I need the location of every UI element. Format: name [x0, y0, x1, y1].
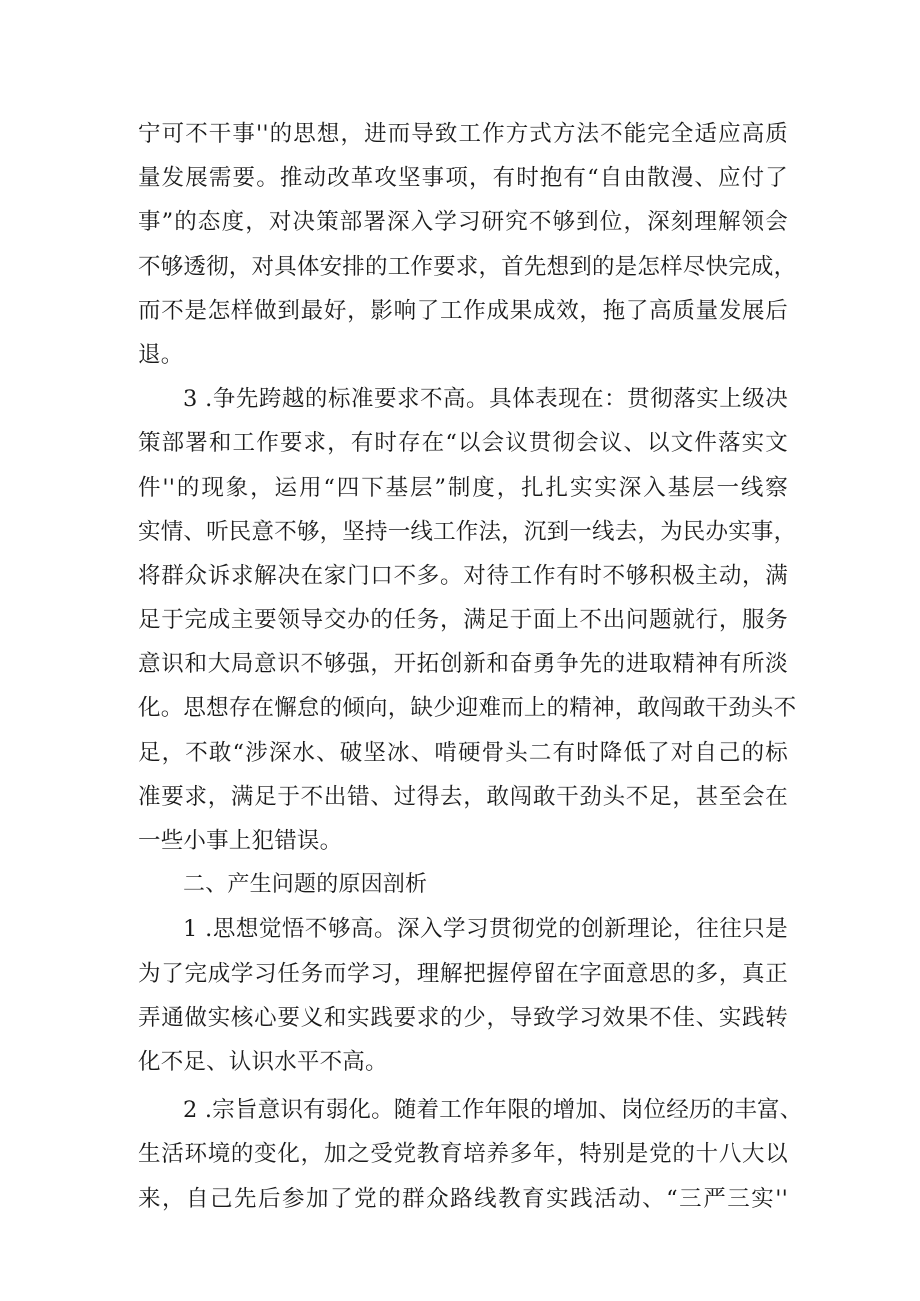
- text-line: 宁可不干事''的思想，进而导致工作方式方法不能完全适应高质: [138, 121, 788, 147]
- text-line: 3 .争先跨越的标准要求不高。具体表现在：贯彻落实上级决: [183, 386, 788, 413]
- text-line: 足，不敢“涉深水、破坚冰、啃硬骨头二有时降低了对自己的标: [138, 739, 788, 766]
- text-line: 事”的态度，对决策部署深入学习研究不够到位，深刻理解领会: [138, 209, 788, 236]
- text-line: 弄通做实核心要义和实践要求的少，导致学习效果不佳、实践转: [138, 1004, 788, 1031]
- text-line: 化不足、认识水平不高。: [138, 1048, 388, 1075]
- text-line: 而不是怎样做到最好，影响了工作成果成效，拖了高质量发展后: [138, 297, 788, 324]
- text-line: 2 .宗旨意识有弱化。随着工作年限的增加、岗位经历的丰富、: [183, 1097, 803, 1124]
- text-line: 将群众诉求解决在家门口不多。对待工作有时不够积极主动，满: [138, 562, 788, 589]
- text-line: 准要求，满足于不出错、过得去，敢闯敢干劲头不足，甚至会在: [138, 783, 788, 810]
- paragraph-item-1: [138, 907, 788, 1084]
- text-line: 生活环境的变化，加之受党教育培养多年，特别是党的十八大以: [138, 1141, 788, 1168]
- text-line: 1 .思想觉悟不够高。深入学习贯彻党的创新理论，往往只是: [183, 916, 788, 943]
- text-line: 化。思想存在懈怠的倾向，缺少迎难而上的精神，敢闯敢干劲头不: [138, 695, 797, 722]
- text-line: 实情、听民意不够，坚持一线工作法，沉到一线去，为民办实事，: [138, 518, 797, 545]
- text-line: 来，自己先后参加了党的群众路线教育实践活动、“三严三实'': [138, 1185, 788, 1212]
- text-line: 一些小事上犯错误。: [138, 828, 343, 854]
- text-line: 退。: [138, 341, 184, 368]
- text-line: 为了完成学习任务而学习，理解把握停留在字面意思的多，真正: [138, 960, 788, 987]
- text-line: 足于完成主要领导交办的任务，满足于面上不出问题就行，服务: [138, 607, 788, 634]
- text-line: 不够透彻，对具体安排的工作要求，首先想到的是怎样尽快完成，: [138, 253, 797, 280]
- paragraph-continuation: [138, 112, 797, 377]
- text-line: 件''的现象，运用“四下基层”制度，扎扎实实深入基层一线察: [138, 474, 788, 501]
- text-line: 意识和大局意识不够强，开拓创新和奋勇争先的进取精神有所淡: [138, 651, 788, 678]
- text-line: 策部署和工作要求，有时存在“以会议贯彻会议、以文件落实文: [138, 430, 788, 457]
- document-body: [138, 112, 803, 1221]
- paragraph-item-2: [138, 1088, 803, 1221]
- paragraph-item-3: [138, 377, 797, 863]
- section-heading: 二、产生问题的原因剖析: [183, 872, 428, 898]
- text-line: 量发展需要。推动改革攻坚事项，有时抱有“自由散漫、应付了: [138, 165, 788, 192]
